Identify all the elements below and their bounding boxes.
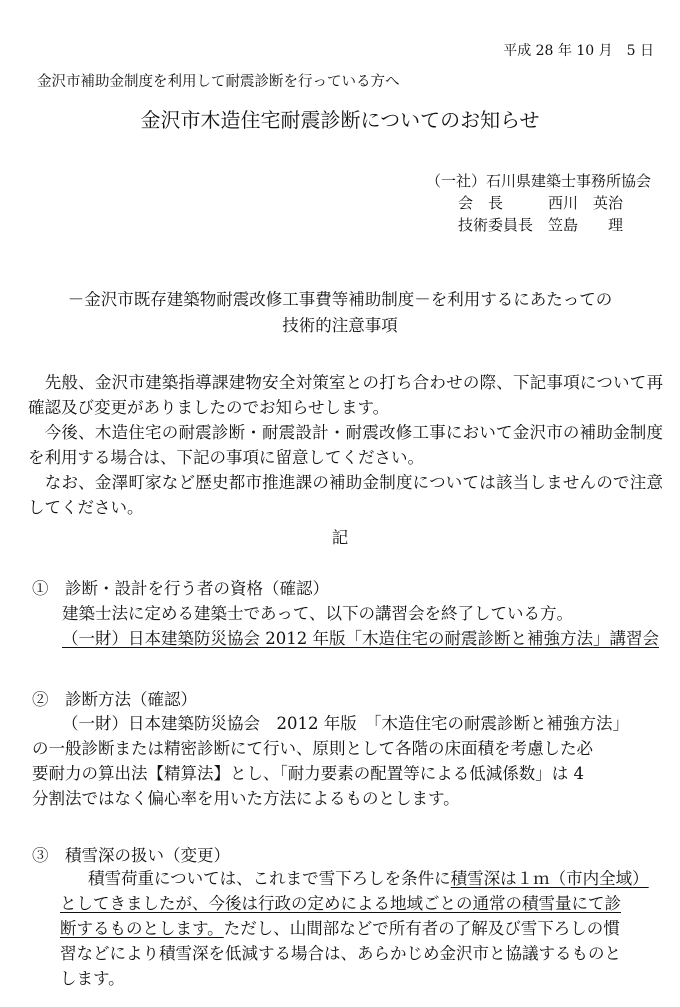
subject-line-2: 技術的注意事項 xyxy=(282,316,398,335)
section-3-body xyxy=(62,866,662,991)
section-1-body xyxy=(62,601,662,651)
section-2-line-1: （一財）日本建築防災協会 2012 年版 「木造住宅の耐震診断と補強方法」 xyxy=(62,714,629,733)
section-3-line-2: としてきましたが、今後は行政の定めによる地域ごとの通常の積雪量にて診 xyxy=(60,894,621,913)
ki-heading: 記 xyxy=(331,528,349,547)
sender-president: 会 長 西川 英治 xyxy=(458,194,624,212)
section-3-line-1b: 積雪深は１ｍ（市内全域） xyxy=(450,869,649,888)
section-3-line-1 xyxy=(32,866,662,891)
section-2-line-2: の一般診断または精密診断にて行い、原則として各階の床面積を考慮した必 xyxy=(32,739,593,758)
section-3-heading: ③ 積雪深の扱い（変更） xyxy=(32,846,230,865)
section-1-line-2: （一財）日本建築防災協会 2012 年版「木造住宅の耐震診断と補強方法」講習会 xyxy=(62,629,659,648)
section-1-line-1: 建築士法に定める建築士であって、以下の講習会を終了している方。 xyxy=(62,604,574,623)
subject-line-1: －金沢市既存建築物耐震改修工事費等補助制度－を利用するにあたっての xyxy=(67,290,613,309)
section-2-heading: ② 診断方法（確認） xyxy=(32,690,197,709)
section-3-line-5: します。 xyxy=(60,969,125,988)
intro-paragraph-3: なお、金澤町家など歴史都市推進課の補助金制度については該当しませんので注意してください。 xyxy=(28,473,663,517)
section-2-line-4: 分割法ではなく偏心率を用いた方法によるものとします。 xyxy=(32,789,460,808)
intro-paragraph-1: 先般、金沢市建築指導課建物安全対策室との打ち合わせの際、下記事項について再確認及び変更がありましたのでお知らせします。 xyxy=(28,373,663,417)
intro-paragraph-2: 今後、木造住宅の耐震診断・耐震設計・耐震改修工事において金沢市の補助金制度を利用する場合は、下記の事項に留意してください。 xyxy=(28,423,663,467)
sender-committee: 技術委員長 笠島 理 xyxy=(458,216,624,234)
section-3-line-3b: ただし、山間部などで所有者の了解及び雪下ろしの慣 xyxy=(223,919,620,938)
subject-block xyxy=(0,287,680,339)
sender-org: （一社）石川県建築士事務所協会 xyxy=(426,172,652,190)
page-title: 金沢市木造住宅耐震診断についてのお知らせ xyxy=(140,108,540,132)
sender-block xyxy=(426,170,651,236)
section-2-line-3: 要耐力の算出法【精算法】とし、「耐力要素の配置等による低減係数」は 4 xyxy=(32,764,584,783)
section-1-heading: ① 診断・設計を行う者の資格（確認） xyxy=(32,579,329,598)
addressee: 金沢市補助金制度を利用して耐震診断を行っている方へ xyxy=(37,74,400,90)
section-2-body xyxy=(32,711,662,811)
section-3-line-3a: 断するものとします。 xyxy=(60,919,224,938)
section-3-line-4: 習などにより積雪深を低減する場合は、あらかじめ金沢市と協議するものと xyxy=(60,944,621,963)
section-3-line-1a: 積雪荷重については、これまで雪下ろしを条件に xyxy=(88,869,451,888)
issue-date: 平成 28 年 10 月 5 日 xyxy=(503,43,654,59)
section-3-line-3 xyxy=(60,916,662,941)
